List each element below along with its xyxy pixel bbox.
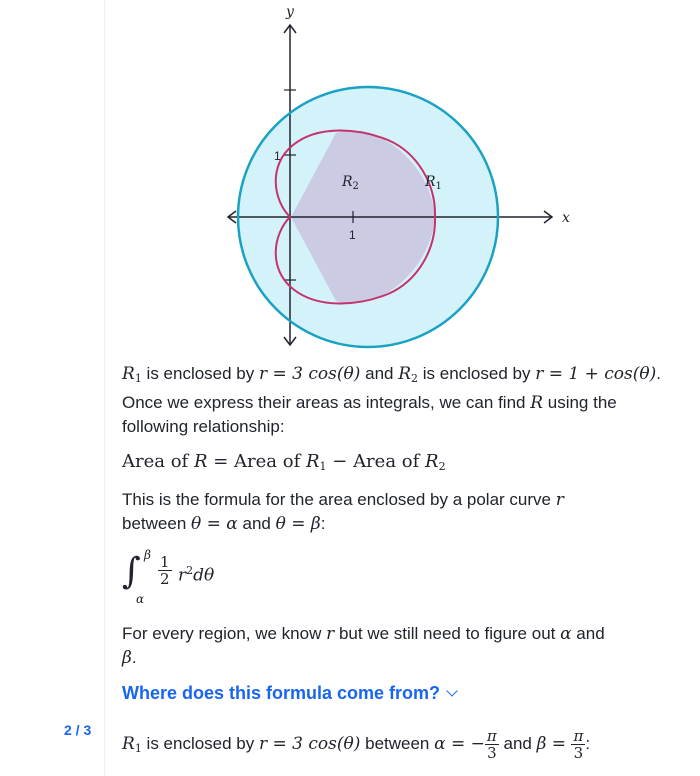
polar-graph [118, 0, 570, 350]
step-counter: 2 / 3 [64, 722, 92, 738]
y-tick-label: 1 [274, 149, 281, 163]
area-integral: ∫ β α $\frac{1}{2}$ $r^2d\theta$ [122, 548, 215, 606]
formula-explanation-link[interactable]: Where does this formula come from? [122, 683, 456, 704]
integral-sign: ∫ [122, 551, 141, 592]
integral-upper: β [144, 548, 151, 562]
x-axis-label: x [562, 210, 570, 226]
paragraph-regions: $R_1$ is enclosed by r = 3 cos(θ) and $R_2$ is enclosed by r = 1 + cos(θ). Once we express their areas as integrals, we can find R using the following relationship: [122, 364, 661, 436]
left-rail [0, 0, 105, 776]
chevron-down-icon [446, 685, 457, 696]
region-r2-label: $R_2$ [342, 174, 359, 192]
integral-lower: α [136, 592, 145, 606]
paragraph-r1-bounds: $R_1$ is enclosed by r = 3 cos(θ) between α = − $\frac{\pi}{3}$ and β = $\frac{\pi}{3}$ : [122, 727, 591, 762]
paragraph-formula-intro: This is the formula for the area enclosed by a polar curve r between θ = α and θ = β: [122, 490, 564, 534]
x-tick-label: 1 [349, 228, 356, 242]
y-axis-label: y [286, 4, 294, 20]
region-r1-label: $R_1$ [425, 174, 442, 192]
area-relationship: Area of R = Area of $R_1$ − Area of $R_2$ [122, 451, 446, 473]
hint-content [104, 0, 700, 776]
paragraph-unknown-bounds: For every region, we know r but we still need to figure out α and β. [122, 624, 605, 668]
integral-fraction: $\frac{1}{2}$ [160, 553, 170, 588]
